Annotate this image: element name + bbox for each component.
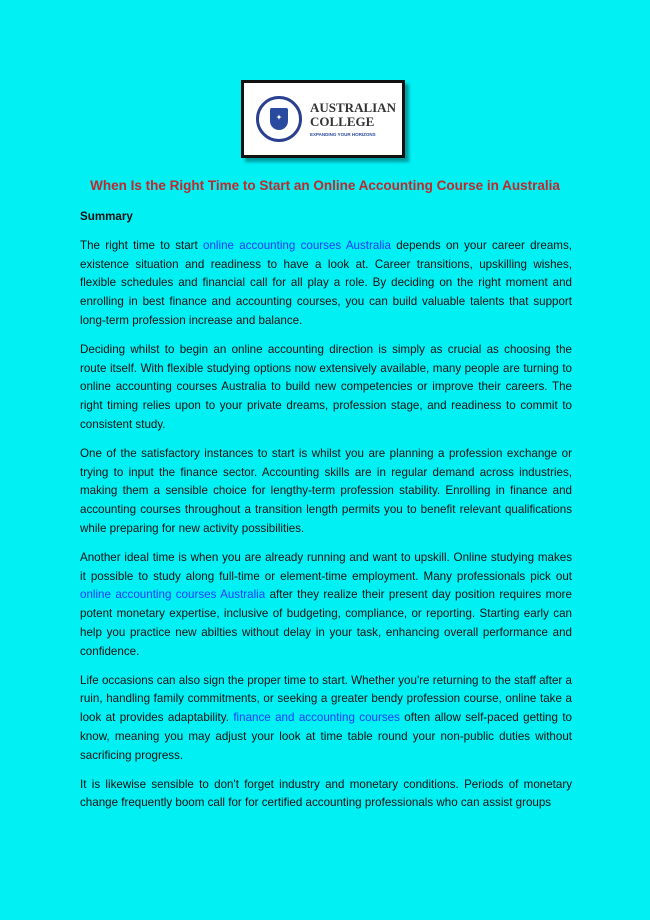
paragraph-2 — [80, 341, 572, 435]
paragraph-5 — [80, 672, 572, 766]
paragraph-6 — [80, 776, 572, 814]
summary-heading: Summary — [80, 210, 133, 223]
logo-name-line1: AUSTRALIAN — [310, 100, 396, 115]
text: The right time to start — [80, 238, 204, 252]
logo-name-line2: COLLEGE — [310, 114, 375, 129]
text: depends on your career dreams, existence situation and readiness to have a look at. Career transitions, upskilling wishes, flexible schedules and financial call for all play a role. By deciding on the right moment and enrolling in best finance and accounting courses, you can build valuable talents that support long-term profession increase and balance. — [80, 238, 572, 327]
link-online-accounting-courses[interactable]: online accounting courses Australia — [203, 238, 391, 252]
link-online-accounting-courses[interactable]: online accounting courses Australia — [80, 588, 266, 602]
college-seal-icon: ✦ — [256, 96, 302, 142]
text: Another ideal time is when you are already running and want to upskill. Online studying makes it possible to study along full-time or element-time employment. Many professionals pick out — [80, 550, 572, 583]
text: One of the satisfactory instances to start is whilst you are planning a profession exchange or trying to input the finance sector. Accounting skills are in regular demand across industries, making them a sensible choice for lengthy-term profession stability. Enrolling in finance and accounting courses throughout a transition length permits you to benefit relevant qualifications while preparing for new activity possibilities. — [80, 446, 572, 535]
text: It is likewise sensible to don't forget industry and monetary conditions. Periods of monetary change frequently boom call for for certified accounting professionals who can assist groups — [80, 777, 572, 810]
australian-college-logo — [241, 80, 405, 158]
paragraph-1 — [80, 237, 572, 331]
text: often allow self-paced getting to know, meaning you may adjust your look at time table round your non-public duties without sacrificing progress. — [80, 711, 572, 762]
document-body — [80, 208, 572, 823]
paragraph-3 — [80, 445, 572, 539]
text: Deciding whilst to begin an online accounting direction is simply as crucial as choosing the route itself. With flexible studying options now extensively available, many people are turning to online accounting courses Australia to build new competencies or improve their careers. The right timing relies upon to your private dreams, profession stage, and readiness to commit to consistent study. — [80, 342, 572, 431]
link-finance-accounting-courses[interactable]: finance and accounting courses — [233, 711, 400, 725]
text: Life occasions can also sign the proper time to start. Whether you're returning to the staff after a ruin, handling family commitments, or seeking a greater bendy profession course, online take a look at provides adaptability. — [80, 673, 572, 725]
logo-tagline: EXPANDING YOUR HORIZONS — [310, 132, 376, 137]
text: after they realize their present day position requires more potent monetary expertise, inclusive of budgeting, compliance, or reporting. Starting early can help you practice new abilties without delay in your task, enhancing overall performance and confidence. — [80, 588, 572, 658]
paragraph-4 — [80, 549, 572, 662]
document-title: When Is the Right Time to Start an Online Accounting Course in Australia — [90, 178, 560, 193]
